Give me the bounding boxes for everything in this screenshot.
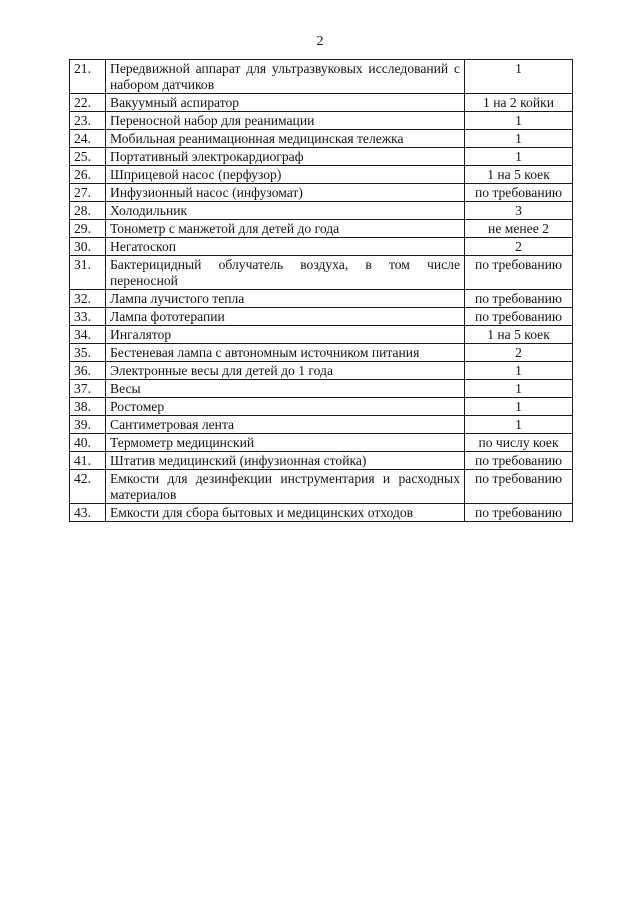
- equipment-name: Передвижной аппарат для ультразвуковых исследований с набором датчиков: [106, 60, 465, 94]
- equipment-quantity: 1: [465, 112, 573, 130]
- row-number: 27.: [70, 184, 106, 202]
- table-row: [70, 416, 573, 434]
- row-number: 42.: [70, 470, 106, 504]
- equipment-quantity: 1 на 5 коек: [465, 166, 573, 184]
- equipment-name: Тонометр с манжетой для детей до года: [106, 220, 465, 238]
- equipment-quantity: 1: [465, 148, 573, 166]
- equipment-name: Негатоскоп: [106, 238, 465, 256]
- table-row: [70, 184, 573, 202]
- equipment-quantity: по требованию: [465, 256, 573, 290]
- table-row: [70, 238, 573, 256]
- equipment-quantity: 1: [465, 60, 573, 94]
- row-number: 30.: [70, 238, 106, 256]
- equipment-name: Мобильная реанимационная медицинская тележка: [106, 130, 465, 148]
- equipment-name: Портативный электрокардиограф: [106, 148, 465, 166]
- row-number: 28.: [70, 202, 106, 220]
- equipment-quantity: 1: [465, 362, 573, 380]
- table-row: [70, 148, 573, 166]
- equipment-quantity: 1: [465, 380, 573, 398]
- row-number: 23.: [70, 112, 106, 130]
- row-number: 35.: [70, 344, 106, 362]
- equipment-name: Ростомер: [106, 398, 465, 416]
- equipment-quantity: 3: [465, 202, 573, 220]
- table-row: [70, 398, 573, 416]
- equipment-quantity: 1 на 2 койки: [465, 94, 573, 112]
- row-number: 29.: [70, 220, 106, 238]
- equipment-name: Инфузионный насос (инфузомат): [106, 184, 465, 202]
- equipment-name: Электронные весы для детей до 1 года: [106, 362, 465, 380]
- equipment-quantity: 1: [465, 130, 573, 148]
- equipment-name: Лампа лучистого тепла: [106, 290, 465, 308]
- equipment-name: Сантиметровая лента: [106, 416, 465, 434]
- equipment-name: Емкости для дезинфекции инструментария и расходных материалов: [106, 470, 465, 504]
- row-number: 43.: [70, 504, 106, 522]
- equipment-quantity: 1: [465, 416, 573, 434]
- table-row: [70, 130, 573, 148]
- equipment-quantity: по числу коек: [465, 434, 573, 452]
- equipment-quantity: не менее 2: [465, 220, 573, 238]
- table-row: [70, 434, 573, 452]
- equipment-table: [69, 59, 573, 522]
- table-row: [70, 470, 573, 504]
- table-row: [70, 344, 573, 362]
- row-number: 41.: [70, 452, 106, 470]
- equipment-quantity: 1: [465, 398, 573, 416]
- table-row: [70, 326, 573, 344]
- table-row: [70, 94, 573, 112]
- equipment-quantity: по требованию: [465, 504, 573, 522]
- row-number: 39.: [70, 416, 106, 434]
- equipment-table-body: [70, 60, 573, 522]
- row-number: 33.: [70, 308, 106, 326]
- table-row: [70, 308, 573, 326]
- equipment-quantity: по требованию: [465, 470, 573, 504]
- table-row: [70, 202, 573, 220]
- row-number: 36.: [70, 362, 106, 380]
- equipment-quantity: 1 на 5 коек: [465, 326, 573, 344]
- row-number: 32.: [70, 290, 106, 308]
- equipment-name: Весы: [106, 380, 465, 398]
- row-number: 26.: [70, 166, 106, 184]
- equipment-name: Лампа фототерапии: [106, 308, 465, 326]
- equipment-quantity: по требованию: [465, 290, 573, 308]
- equipment-name: Холодильник: [106, 202, 465, 220]
- row-number: 37.: [70, 380, 106, 398]
- equipment-name: Штатив медицинский (инфузионная стойка): [106, 452, 465, 470]
- row-number: 38.: [70, 398, 106, 416]
- equipment-name: Бестеневая лампа с автономным источником питания: [106, 344, 465, 362]
- equipment-quantity: 2: [465, 238, 573, 256]
- table-row: [70, 362, 573, 380]
- equipment-name: Термометр медицинский: [106, 434, 465, 452]
- equipment-name: Переносной набор для реанимации: [106, 112, 465, 130]
- row-number: 40.: [70, 434, 106, 452]
- row-number: 34.: [70, 326, 106, 344]
- equipment-name: Бактерицидный облучатель воздуха, в том числе переносной: [106, 256, 465, 290]
- equipment-quantity: по требованию: [465, 452, 573, 470]
- table-row: [70, 380, 573, 398]
- page-number: 2: [316, 34, 324, 49]
- table-row: [70, 452, 573, 470]
- table-row: [70, 504, 573, 522]
- row-number: 25.: [70, 148, 106, 166]
- equipment-quantity: 2: [465, 344, 573, 362]
- equipment-name: Ингалятор: [106, 326, 465, 344]
- table-row: [70, 290, 573, 308]
- row-number: 24.: [70, 130, 106, 148]
- equipment-quantity: по требованию: [465, 308, 573, 326]
- table-row: [70, 220, 573, 238]
- row-number: 21.: [70, 60, 106, 94]
- row-number: 22.: [70, 94, 106, 112]
- equipment-name: Емкости для сбора бытовых и медицинских отходов: [106, 504, 465, 522]
- table-row: [70, 112, 573, 130]
- table-row: [70, 60, 573, 94]
- equipment-quantity: по требованию: [465, 184, 573, 202]
- table-row: [70, 166, 573, 184]
- row-number: 31.: [70, 256, 106, 290]
- table-row: [70, 256, 573, 290]
- equipment-name: Вакуумный аспиратор: [106, 94, 465, 112]
- equipment-name: Шприцевой насос (перфузор): [106, 166, 465, 184]
